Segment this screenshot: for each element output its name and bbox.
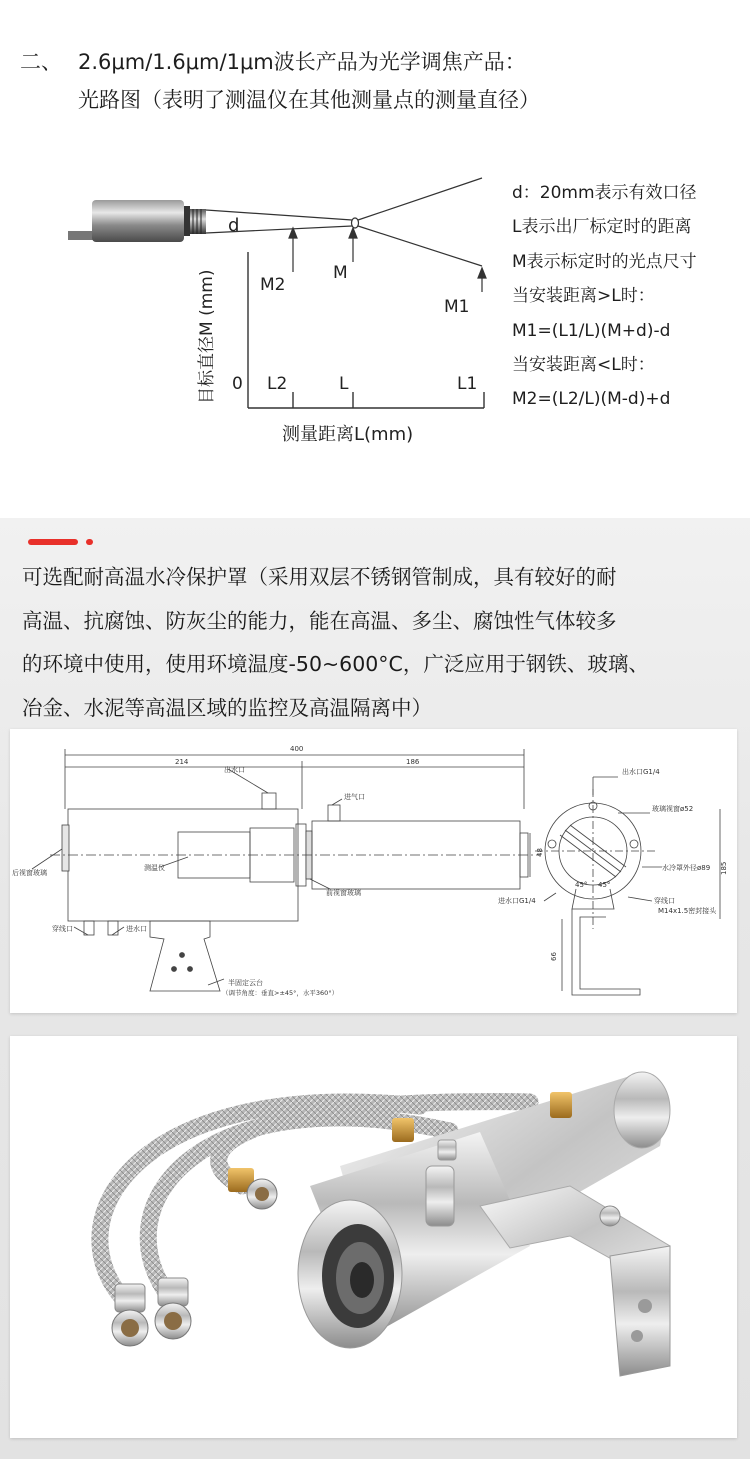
formula-notes <box>512 176 697 417</box>
arrows <box>289 228 486 292</box>
technical-drawing <box>10 729 737 1013</box>
dim-185: 185 <box>720 861 728 875</box>
label-L1: L1 <box>457 374 478 394</box>
thermometer-body <box>68 200 206 242</box>
label-L: L <box>339 374 349 394</box>
x-axis-label: 测量距离L(mm) <box>282 424 414 445</box>
note-line: M2=(L2/L)(M-d)+d <box>512 389 671 410</box>
dim-214: 214 <box>175 758 189 766</box>
technical-drawing-card <box>10 729 737 1013</box>
accent-bar <box>28 539 78 545</box>
label-mount: 半固定云台 <box>228 979 263 987</box>
heading-number: 二、 <box>20 50 62 74</box>
product-photo-card <box>10 1036 737 1438</box>
label-glass-window: 玻璃视窗ø52 <box>652 805 694 813</box>
mounting-bracket <box>480 1186 670 1376</box>
angle-left: 45° <box>575 881 588 889</box>
note-line: L表示出厂标定时的距离 <box>512 217 692 238</box>
section-subheading: 光路图（表明了测温仪在其他测量点的测量直径） <box>78 88 540 112</box>
label-0: 0 <box>232 374 243 394</box>
dim-66: 66 <box>550 952 558 961</box>
note-line: 当安装距离<L时： <box>512 355 655 376</box>
label-cable-port-2: 穿线口 <box>654 897 675 905</box>
cooling-jacket-description <box>22 556 732 730</box>
label-inlet-water: 进水口 <box>126 925 147 933</box>
label-d: d <box>228 215 240 236</box>
hose-fittings <box>112 1168 277 1346</box>
label-seal-joint: M14x1.5密封接头 <box>658 907 717 915</box>
note-line: 当安装距离>L时： <box>512 286 655 307</box>
label-outer-diameter: 水冷罩外径ø89 <box>662 864 711 872</box>
y-axis-label: 目标直径M (mm) <box>197 269 217 404</box>
dim-48: 48 <box>536 848 544 857</box>
note-line: M表示标定时的光点尺寸 <box>512 251 697 272</box>
label-outlet-g14: 出水口G1/4 <box>622 768 660 776</box>
label-inlet-air: 进气口 <box>344 793 365 801</box>
paragraph-line: 冶金、水泥等高温区域的监控及高温隔离中） <box>22 695 432 720</box>
note-line: M1=(L1/L)(M+d)-d <box>512 320 671 341</box>
optical-path-section <box>0 0 750 518</box>
label-rear-glass: 后视窗玻璃 <box>12 869 47 877</box>
label-M: M <box>333 263 348 283</box>
label-front-glass: 前视窗玻璃 <box>326 889 361 897</box>
label-inlet-g14: 进水口G1/4 <box>498 897 536 905</box>
paragraph-line: 高温、抗腐蚀、防灰尘的能力，能在高温、多尘、腐蚀性气体较多 <box>22 608 617 633</box>
label-thermometer: 测温仪 <box>144 864 165 872</box>
paragraph-line: 可选配耐高温水冷保护罩（采用双层不锈钢管制成，具有较好的耐 <box>22 565 617 589</box>
note-line: d：20mm表示有效口径 <box>512 183 697 203</box>
product-render <box>10 1036 737 1438</box>
section-heading <box>20 46 526 76</box>
paragraph-line: 的环境中使用，使用环境温度-50~600°C，广泛应用于钢铁、玻璃、 <box>22 652 649 676</box>
angle-right: 45° <box>598 881 611 889</box>
cooling-jacket-section <box>0 518 750 1459</box>
dim-186: 186 <box>406 758 420 766</box>
label-outlet-water: 出水口 <box>224 766 245 774</box>
label-M1: M1 <box>444 297 470 317</box>
heading-text: 2.6μm/1.6μm/1μm波长产品为光学调焦产品： <box>78 50 526 74</box>
dim-400: 400 <box>290 745 304 753</box>
label-cable-port: 穿线口 <box>52 925 73 933</box>
label-L2: L2 <box>267 374 288 394</box>
label-mount-adjust: （调节角度：垂直>±45°，水平360°） <box>222 989 339 997</box>
accent-dot <box>86 539 93 545</box>
label-M2: M2 <box>260 275 286 295</box>
